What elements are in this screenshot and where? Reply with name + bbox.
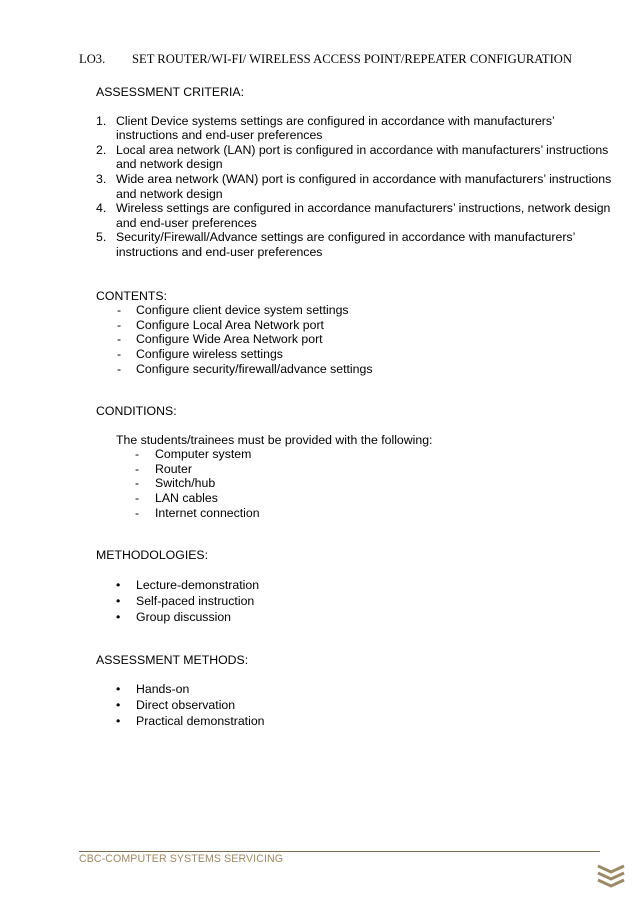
bullet-icon: • xyxy=(116,593,121,608)
contents-item xyxy=(96,332,616,347)
methodologies-item-text: Group discussion xyxy=(136,609,232,624)
criteria-text: Client Device systems settings are configured in accordance with manufacturers’ instructions and end-user preferences xyxy=(116,113,555,143)
conditions-item xyxy=(96,491,616,506)
bullet-icon: • xyxy=(116,682,121,697)
assessment-methods-section xyxy=(96,639,616,730)
footer-text: CBC-COMPUTER SYSTEMS SERVICING xyxy=(79,853,284,865)
criteria-number: 1. xyxy=(96,113,107,128)
conditions-item-text: Internet connection xyxy=(155,505,260,520)
dash-marker: - xyxy=(117,361,122,376)
dash-marker: - xyxy=(117,303,122,318)
document-body xyxy=(96,85,616,729)
contents-item xyxy=(96,362,616,377)
methodologies-item xyxy=(96,577,616,593)
methodologies-section xyxy=(96,534,616,625)
learning-outcome-code: LO3. xyxy=(79,52,106,66)
assessment-criteria-section xyxy=(96,85,616,260)
contents-item xyxy=(96,303,616,318)
assessment-methods-item-text: Direct observation xyxy=(136,698,236,713)
conditions-section xyxy=(96,390,616,520)
methodologies-item-text: Lecture-demonstration xyxy=(136,577,260,592)
conditions-list xyxy=(96,447,616,520)
criteria-number: 5. xyxy=(96,230,107,245)
criteria-text: Local area network (LAN) port is configured in accordance with manufacturers’ instructions and network design xyxy=(116,142,609,172)
criteria-text: Wireless settings are configured in accordance manufacturers’ instructions, network design and end-user preferences xyxy=(116,201,611,230)
assessment-methods-item-text: Hands-on xyxy=(136,682,190,697)
contents-item-text: Configure wireless settings xyxy=(136,346,283,361)
assessment-methods-heading: ASSESSMENT METHODS: xyxy=(96,652,249,667)
conditions-item-text: Router xyxy=(155,461,192,476)
contents-section xyxy=(96,275,616,377)
assessment-criteria-heading: ASSESSMENT CRITERIA: xyxy=(96,85,245,99)
bullet-icon: • xyxy=(116,698,121,713)
conditions-item-text: Switch/hub xyxy=(155,476,216,491)
criteria-text: Wide area network (WAN) port is configured in accordance with manufacturers’ instructions and network design xyxy=(116,171,612,201)
contents-item-text: Configure client device system settings xyxy=(136,303,349,318)
footer-divider xyxy=(79,851,600,852)
methodologies-item-text: Self-paced instruction xyxy=(136,593,255,608)
criteria-item xyxy=(96,201,616,230)
dash-marker: - xyxy=(135,505,140,520)
conditions-item xyxy=(96,506,616,521)
chevron-stack-icon xyxy=(596,858,626,888)
bullet-icon: • xyxy=(116,609,121,624)
criteria-item xyxy=(96,230,616,259)
assessment-methods-item xyxy=(96,681,616,697)
criteria-item xyxy=(96,143,616,172)
dash-marker: - xyxy=(135,447,140,462)
bullet-icon: • xyxy=(116,577,121,592)
criteria-item xyxy=(96,172,616,201)
assessment-methods-list xyxy=(96,681,616,729)
criteria-number: 4. xyxy=(96,201,107,216)
conditions-item-text: Computer system xyxy=(155,447,252,462)
contents-heading: CONTENTS: xyxy=(96,288,168,303)
assessment-methods-item xyxy=(96,697,616,713)
conditions-item xyxy=(96,462,616,477)
conditions-item xyxy=(96,476,616,491)
dash-marker: - xyxy=(117,317,122,332)
assessment-methods-item xyxy=(96,713,616,729)
contents-item-text: Configure security/firewall/advance settings xyxy=(136,361,373,376)
methodologies-heading: METHODOLOGIES: xyxy=(96,548,209,563)
dash-marker: - xyxy=(117,332,122,347)
dash-marker: - xyxy=(117,346,122,361)
assessment-criteria-list xyxy=(96,114,616,260)
methodologies-item xyxy=(96,593,616,609)
contents-item-text: Configure Local Area Network port xyxy=(136,317,324,332)
contents-item xyxy=(96,318,616,333)
dash-marker: - xyxy=(135,476,140,491)
criteria-number: 2. xyxy=(96,142,107,157)
conditions-intro: The students/trainees must be provided with the following: xyxy=(116,432,433,447)
conditions-item-text: LAN cables xyxy=(155,491,218,506)
criteria-number: 3. xyxy=(96,171,107,186)
criteria-item xyxy=(96,114,616,143)
learning-outcome-title: SET ROUTER/WI-FI/ WIRELESS ACCESS POINT/REPEATER CONFIGURATION xyxy=(132,52,572,66)
contents-item-text: Configure Wide Area Network port xyxy=(136,332,323,347)
criteria-text: Security/Firewall/Advance settings are configured in accordance with manufacturers’ instructions and end-user preferences xyxy=(116,230,575,259)
conditions-item xyxy=(96,447,616,462)
contents-item xyxy=(96,347,616,362)
methodologies-item xyxy=(96,609,616,625)
assessment-methods-item-text: Practical demonstration xyxy=(136,714,265,729)
bullet-icon: • xyxy=(116,714,121,729)
methodologies-list xyxy=(96,577,616,625)
dash-marker: - xyxy=(135,461,140,476)
conditions-heading: CONDITIONS: xyxy=(96,404,177,419)
contents-list xyxy=(96,303,616,376)
dash-marker: - xyxy=(135,491,140,506)
